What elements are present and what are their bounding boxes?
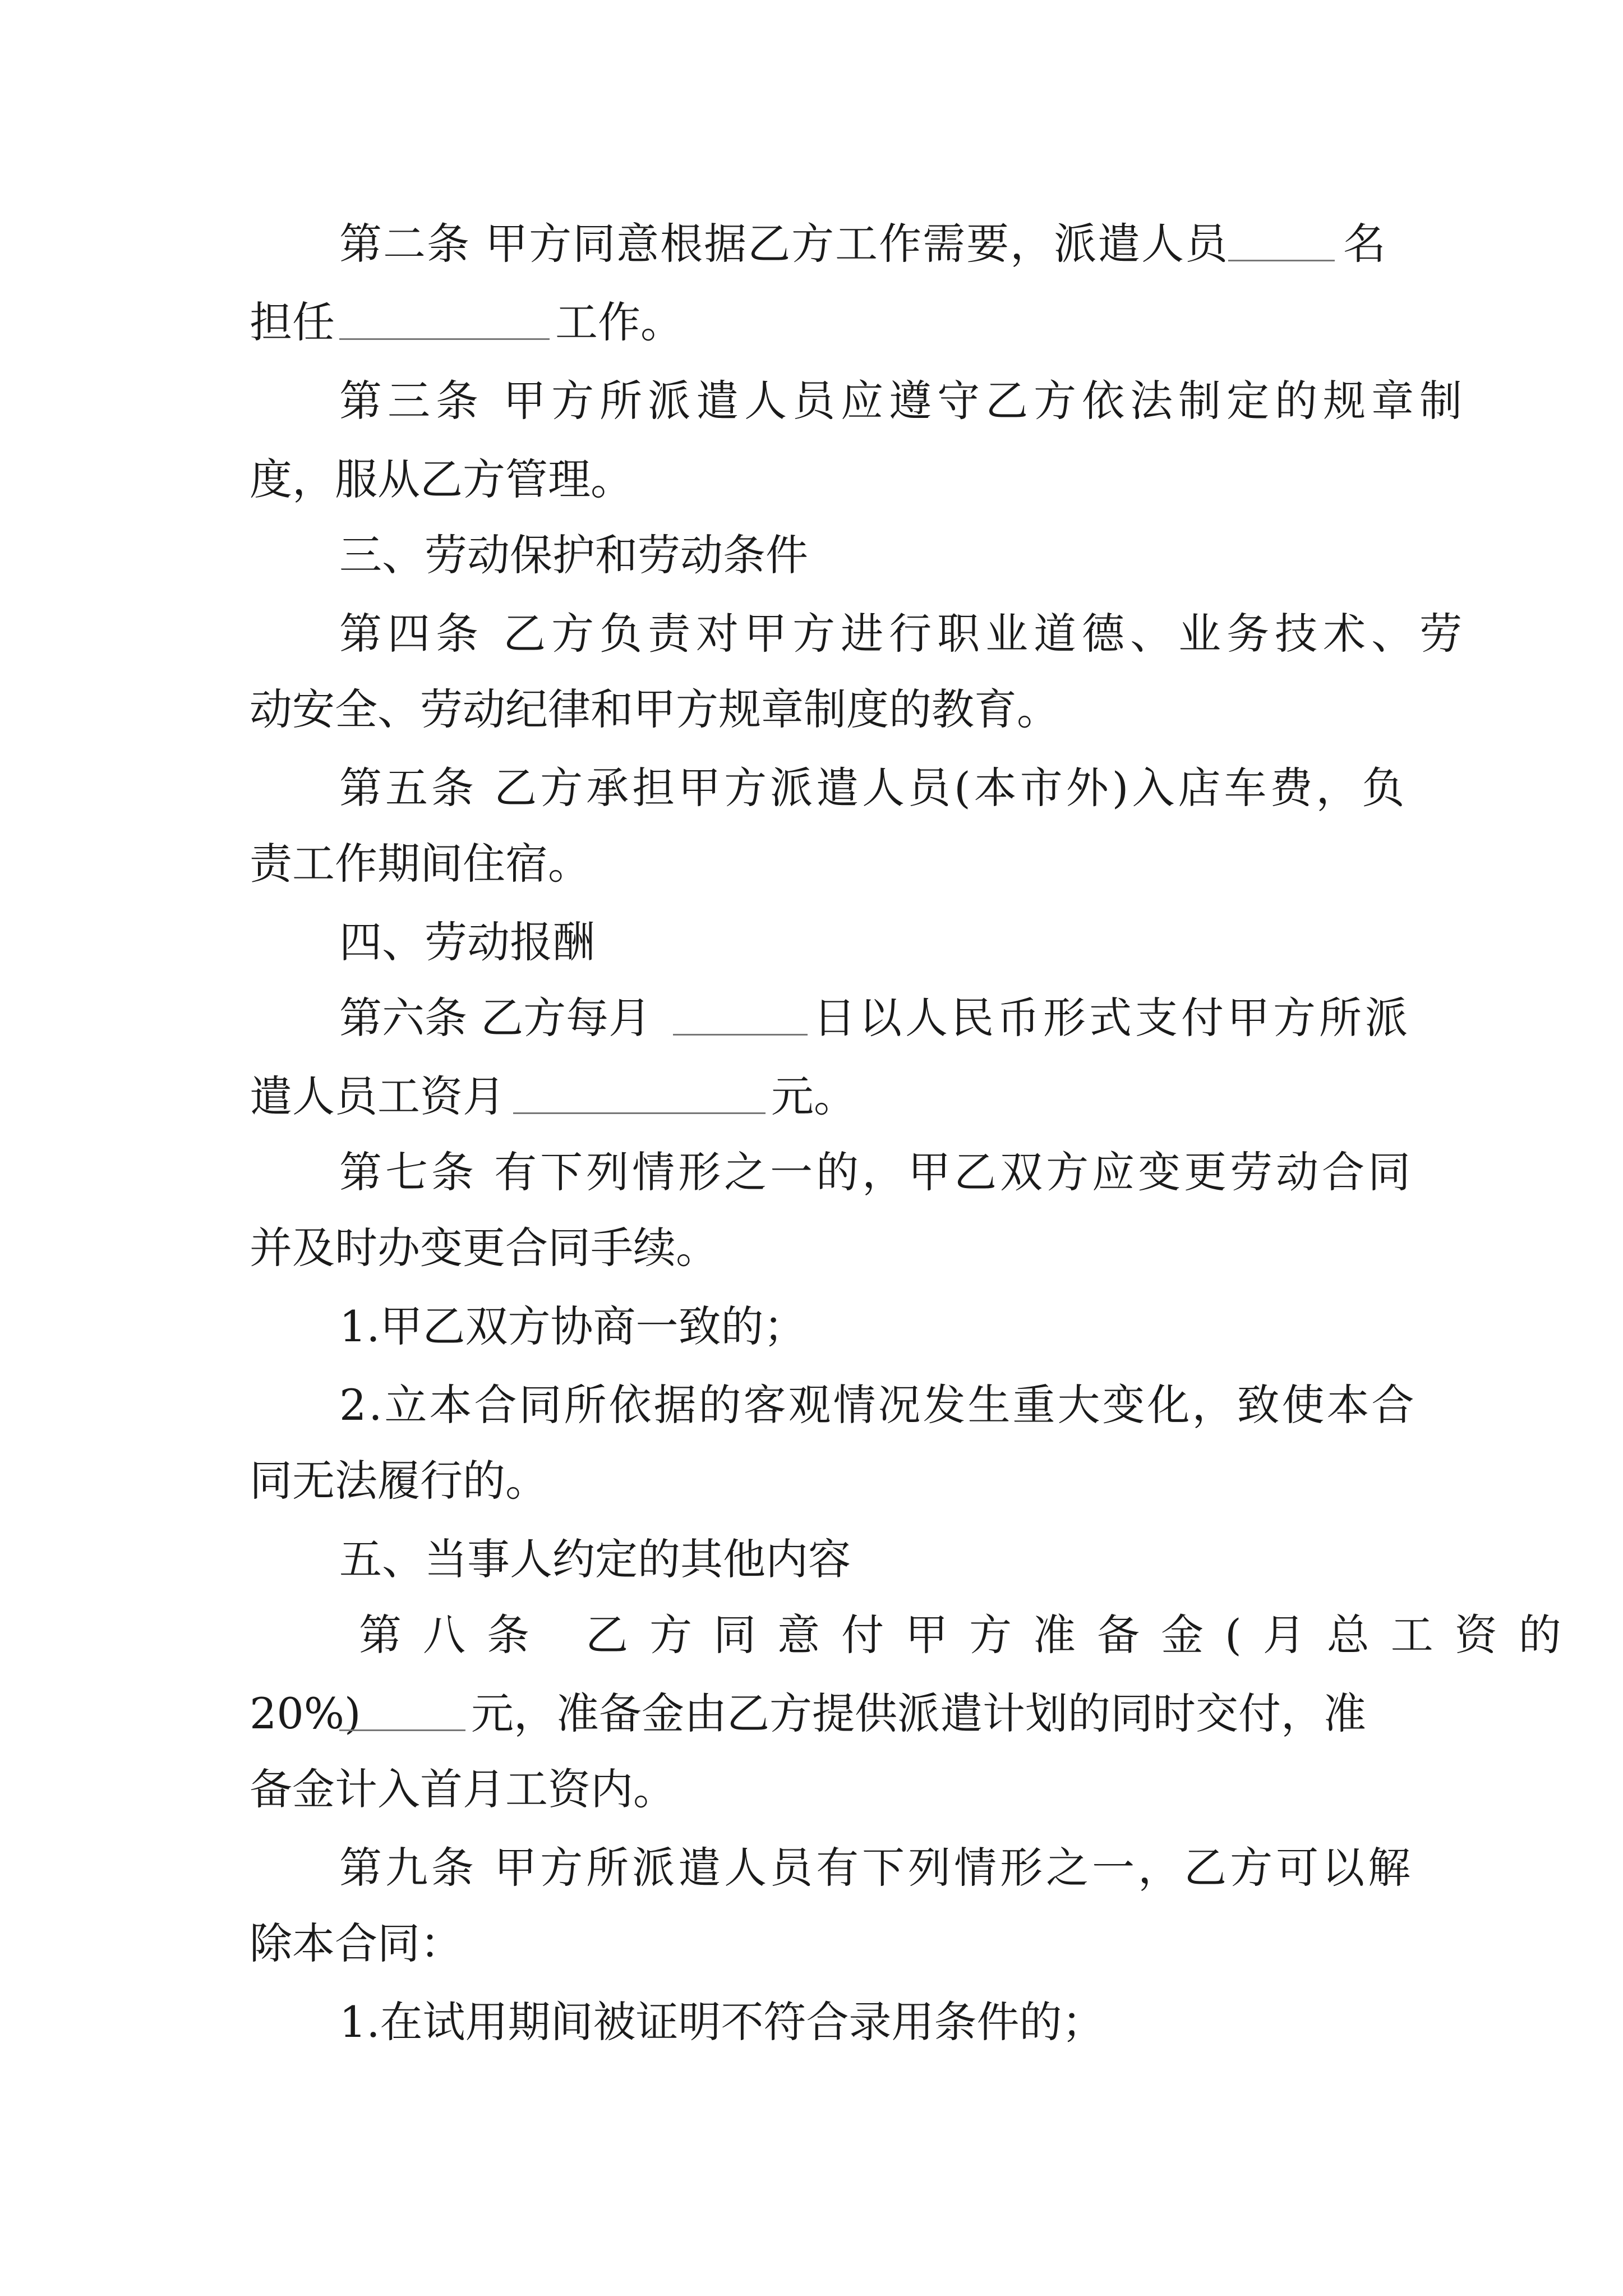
text-segment: 日以人民币形式支付甲方所派 — [813, 993, 1411, 1043]
text-segment: 动安全、劳动纪律和甲方规章制度的教育。 — [250, 684, 1059, 734]
blank-line — [1228, 220, 1335, 261]
text-segment: 元，准备金由乙方提供派遣计划的同时交付，准 — [471, 1688, 1366, 1738]
text-segment: 第五条 乙方承担甲方派遣人员(本市外)入店车费，负 — [339, 763, 1408, 813]
text-segment: 责工作期间住宿。 — [250, 839, 591, 889]
text-segment: 遣人员工资月 — [250, 1071, 505, 1121]
section-heading: 五、当事人约定的其他内容 — [339, 1534, 851, 1584]
section-heading: 三、劳动保护和劳动条件 — [339, 530, 808, 580]
text-segment: 第七条 有下列情形之一的，甲乙双方应变更劳动合同 — [339, 1147, 1414, 1197]
text-segment: 第四条 乙方负责对甲方进行职业道德、业务技术、劳 — [339, 609, 1468, 659]
text-segment: 第九条 甲方所派遣人员有下列情形之一，乙方可以解 — [339, 1843, 1414, 1893]
list-item: 1.甲乙双方协商一致的； — [339, 1301, 806, 1351]
text-segment: 第八条 乙方同意付甲方准备金(月总工资的 — [359, 1610, 1583, 1660]
text-segment: 工作。 — [555, 297, 683, 347]
text-segment: 20%) — [250, 1688, 361, 1738]
text-segment: 除本合同： — [250, 1918, 463, 1968]
blank-line — [673, 995, 808, 1036]
blank-line — [339, 1690, 465, 1731]
blank-line — [339, 299, 550, 340]
text-segment: 第三条 甲方所派遣人员应遵守乙方依法制定的规章制 — [339, 376, 1468, 426]
section-heading: 四、劳动报酬 — [339, 917, 595, 967]
blank-line — [513, 1073, 766, 1114]
text-segment: 担任 — [250, 297, 335, 347]
text-segment: 名 — [1343, 219, 1386, 269]
text-segment: 度，服从乙方管理。 — [250, 454, 633, 504]
list-item: 1.在试用期间被证明不符合录用条件的； — [339, 1997, 1105, 2047]
text-segment: 同无法履行的。 — [250, 1456, 548, 1506]
text-segment: 第六条 乙方每月 — [339, 993, 652, 1043]
text-segment: 并及时办变更合同手续。 — [250, 1223, 718, 1273]
text-segment: 元。 — [771, 1071, 856, 1121]
list-item: 2.立本合同所依据的客观情况发生重大变化，致使本合 — [339, 1380, 1417, 1430]
text-segment: 第二条 甲方同意根据乙方工作需要，派遣人员 — [339, 219, 1229, 269]
text-segment: 备金计入首月工资内。 — [250, 1764, 676, 1814]
